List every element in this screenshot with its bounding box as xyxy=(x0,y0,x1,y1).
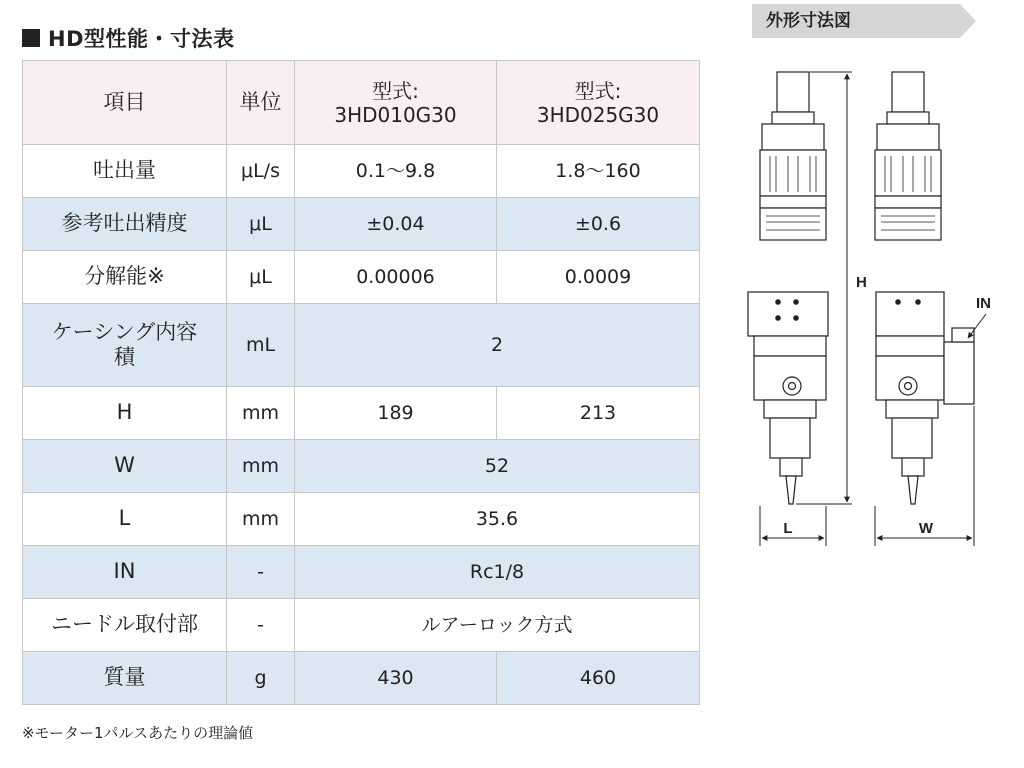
header-unit: 単位 xyxy=(227,61,295,145)
row-value-model1: 0.1〜9.8 xyxy=(295,145,497,198)
label-l: L xyxy=(783,520,793,537)
row-value-model2: ±0.6 xyxy=(497,198,700,251)
row-value-model2: 213 xyxy=(497,387,700,440)
figure-title-arrow-icon xyxy=(960,4,976,38)
row-value-merged: ルアーロック方式 xyxy=(295,599,700,652)
row-item: 質量 xyxy=(23,652,227,705)
row-unit: mm xyxy=(227,440,295,493)
row-value-model1: 430 xyxy=(295,652,497,705)
row-item: 吐出量 xyxy=(23,145,227,198)
title-square-icon xyxy=(22,29,40,47)
table-row xyxy=(23,251,700,304)
footnote: ※モーター1パルスあたりの理論値 xyxy=(22,724,254,742)
row-unit: μL xyxy=(227,251,295,304)
row-item: 分解能※ xyxy=(23,251,227,304)
row-unit: - xyxy=(227,546,295,599)
row-item-line2: 積 xyxy=(114,345,135,369)
header-model2 xyxy=(497,61,700,145)
row-value-merged: 52 xyxy=(295,440,700,493)
table-row xyxy=(23,652,700,705)
row-value-model2: 0.0009 xyxy=(497,251,700,304)
figure-title-banner xyxy=(752,4,974,38)
label-h: H xyxy=(856,274,867,291)
row-value-model1: 0.00006 xyxy=(295,251,497,304)
table-row xyxy=(23,387,700,440)
row-item xyxy=(23,304,227,387)
row-value-merged: 2 xyxy=(295,304,700,387)
row-unit: mm xyxy=(227,387,295,440)
dimension-drawing xyxy=(740,56,1010,556)
table-row xyxy=(23,546,700,599)
row-value-model2: 1.8〜160 xyxy=(497,145,700,198)
row-item: ニードル取付部 xyxy=(23,599,227,652)
table-header-row xyxy=(23,61,700,145)
table-row xyxy=(23,198,700,251)
table-row xyxy=(23,304,700,387)
table-row xyxy=(23,145,700,198)
header-model1 xyxy=(295,61,497,145)
dispenser-side-view xyxy=(875,72,974,504)
row-unit: - xyxy=(227,599,295,652)
table-row xyxy=(23,599,700,652)
row-value-model1: 189 xyxy=(295,387,497,440)
row-value-merged: Rc1/8 xyxy=(295,546,700,599)
section-title xyxy=(22,22,235,54)
table-row xyxy=(23,440,700,493)
spec-table xyxy=(22,60,700,705)
row-unit: μL/s xyxy=(227,145,295,198)
row-unit: mL xyxy=(227,304,295,387)
label-in: IN xyxy=(976,295,991,312)
row-item-line1: ケーシング内容 xyxy=(51,319,198,344)
row-unit: mm xyxy=(227,493,295,546)
row-item: L xyxy=(23,493,227,546)
row-unit: g xyxy=(227,652,295,705)
header-model2-label: 型式: xyxy=(574,78,622,103)
row-unit: μL xyxy=(227,198,295,251)
row-value-model1: ±0.04 xyxy=(295,198,497,251)
row-value-merged: 35.6 xyxy=(295,493,700,546)
dispenser-front-view xyxy=(748,72,828,504)
label-w: W xyxy=(918,520,934,537)
figure-title-text: 外形寸法図 xyxy=(766,11,851,31)
section-title-text: HD型性能・寸法表 xyxy=(48,27,235,51)
header-model2-code: 3HD025G30 xyxy=(536,102,660,127)
row-item: IN xyxy=(23,546,227,599)
row-value-model2: 460 xyxy=(497,652,700,705)
row-item: 参考吐出精度 xyxy=(23,198,227,251)
header-item: 項目 xyxy=(23,61,227,145)
row-item: W xyxy=(23,440,227,493)
row-item: H xyxy=(23,387,227,440)
header-model1-code: 3HD010G30 xyxy=(334,102,457,127)
header-model1-label: 型式: xyxy=(372,78,419,103)
table-row xyxy=(23,493,700,546)
